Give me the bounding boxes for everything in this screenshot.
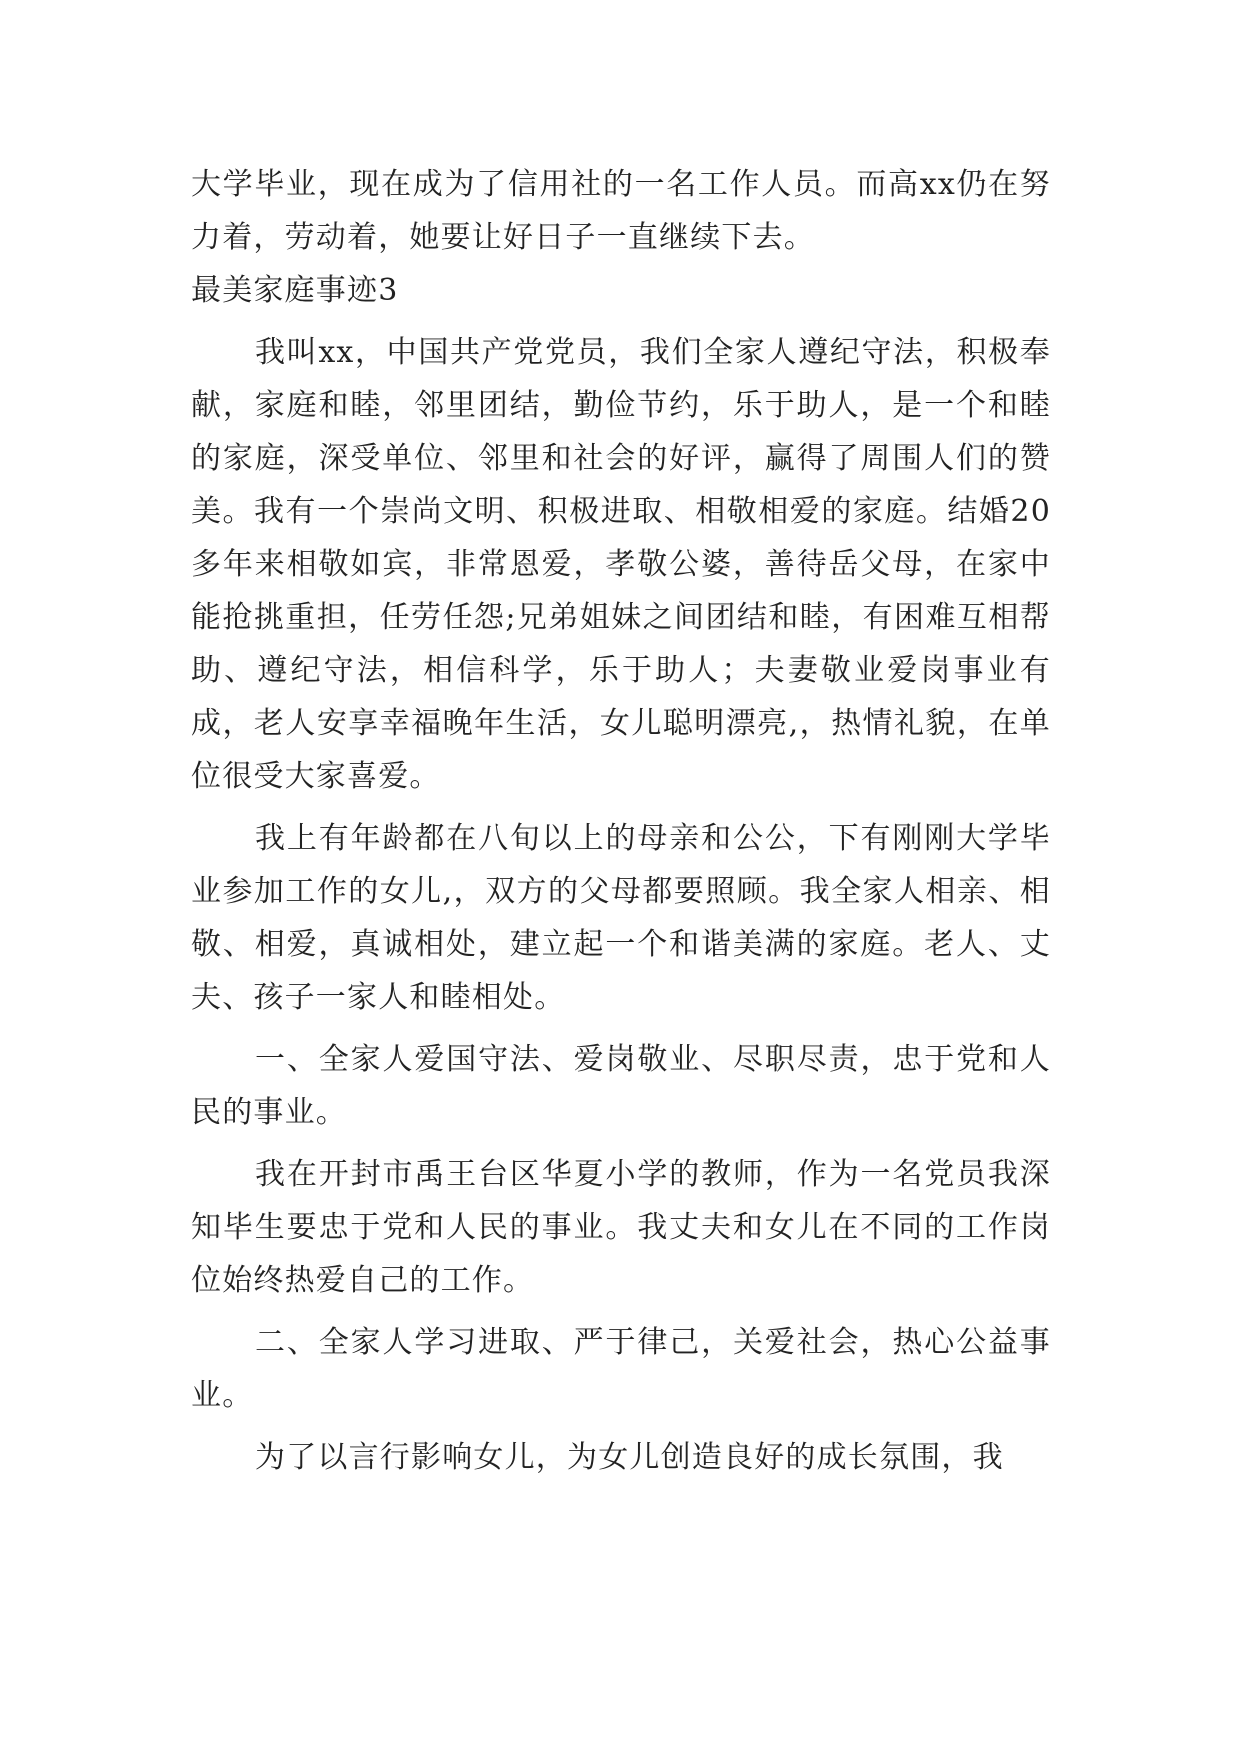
paragraph-point-one: 一、全家人爱国守法、爱岗敬业、尽职尽责，忠于党和人民的事业。 bbox=[191, 1042, 1051, 1130]
document-body bbox=[191, 158, 1051, 1484]
paragraph-point-two: 二、全家人学习进取、严于律己，关爱社会，热心公益事业。 bbox=[191, 1325, 1051, 1413]
paragraph-teacher: 我在开封市禹王台区华夏小学的教师，作为一名党员我深知毕生要忠于党和人民的事业。我丈夫和女儿在不同的工作岗位始终热爱自己的工作。 bbox=[191, 1157, 1051, 1298]
paragraph-daughter: 为了以言行影响女儿，为女儿创造良好的成长氛围，我 bbox=[255, 1440, 1004, 1475]
paragraph-family-intro: 我叫xx，中国共产党党员，我们全家人遵纪守法，积极奉献，家庭和睦，邻里团结，勤俭节约，乐于助人，是一个和睦的家庭，深受单位、邻里和社会的好评，赢得了周围人们的赞美。我有一个崇尚文明、积极进取、相敬相爱的家庭。结婚20多年来相敬如宾，非常恩爱，孝敬公婆，善待岳父母，在家中能抢挑重担，任劳任怨;兄弟姐妹之间团结和睦，有困难互相帮助、遵纪守法，相信科学，乐于助人；夫妻敬业爱岗事业有成，老人安享幸福晚年生活，女儿聪明漂亮,，热情礼貌，在单位很受大家喜爱。 bbox=[191, 335, 1051, 794]
paragraph-continuation: 大学毕业，现在成为了信用社的一名工作人员。而高xx仍在努力着，劳动着，她要让好日子一直继续下去。 bbox=[191, 167, 1051, 255]
paragraph-family-care: 我上有年龄都在八旬以上的母亲和公公，下有刚刚大学毕业参加工作的女儿,，双方的父母都要照顾。我全家人相亲、相敬、相爱，真诚相处，建立起一个和谐美满的家庭。老人、丈夫、孩子一家人和睦相处。 bbox=[191, 821, 1051, 1015]
section-heading: 最美家庭事迹3 bbox=[191, 273, 399, 308]
